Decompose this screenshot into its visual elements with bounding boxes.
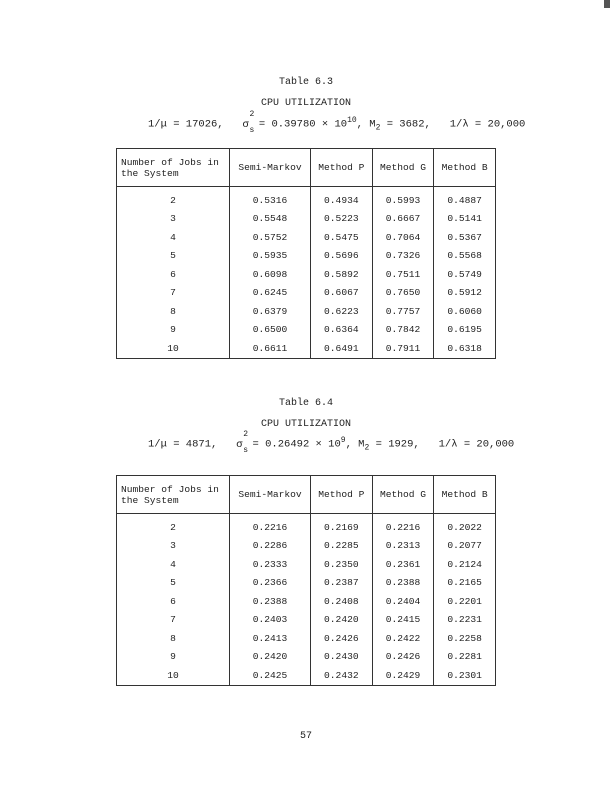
table-cell: 0.4887 xyxy=(434,187,496,210)
m-sub: 2 xyxy=(364,443,370,453)
table-cell: 0.2420 xyxy=(230,648,311,667)
table-cell: 0.6195 xyxy=(434,321,496,340)
m-value: = 1929, xyxy=(375,438,420,451)
table-cell: 0.6098 xyxy=(230,265,311,284)
table-cell: 0.6379 xyxy=(230,302,311,321)
m-label: , M xyxy=(356,118,376,131)
table-row xyxy=(117,514,496,537)
table-cell: 0.2426 xyxy=(311,629,373,648)
table-row xyxy=(117,228,496,247)
table-cell: 0.2420 xyxy=(311,611,373,630)
table-cell: 0.5749 xyxy=(434,265,496,284)
table-cell: 0.2216 xyxy=(230,514,311,537)
data-table xyxy=(116,475,496,686)
table-row xyxy=(117,284,496,303)
exponent: 10 xyxy=(347,116,357,125)
table-cell: 10 xyxy=(167,669,179,681)
table-cell: 0.7511 xyxy=(372,265,434,284)
sigma-value: = 0.26492 × 10 xyxy=(252,438,341,451)
table-cell: 0.5316 xyxy=(230,187,311,210)
table-cell: 0.2430 xyxy=(311,648,373,667)
table-cell: 0.5993 xyxy=(372,187,434,210)
lambda-param: 1/λ = 20,000 xyxy=(438,438,515,451)
table-cell: 0.2404 xyxy=(372,592,434,611)
table-cell: 0.2388 xyxy=(230,592,311,611)
column-header: Method B xyxy=(434,149,496,187)
scan-mark xyxy=(604,0,610,8)
table-cell: 0.2258 xyxy=(434,629,496,648)
table-cell: 8 xyxy=(170,632,176,644)
table-cell: 0.2366 xyxy=(230,574,311,593)
table-cell: 0.2022 xyxy=(434,514,496,537)
table-cell: 0.7064 xyxy=(372,228,434,247)
sigma-symbol: σ 2 s xyxy=(236,429,249,455)
table-cell: 0.2426 xyxy=(372,648,434,667)
table-cell: 0.2077 xyxy=(434,537,496,556)
table-cell: 0.2361 xyxy=(372,555,434,574)
table-cell: 6 xyxy=(170,595,176,607)
column-header: Semi-Markov xyxy=(230,476,311,514)
table-cell: 9 xyxy=(170,324,176,336)
table-cell: 0.2285 xyxy=(311,537,373,556)
table-row xyxy=(117,555,496,574)
table-cell: 0.7757 xyxy=(372,302,434,321)
table-row xyxy=(117,592,496,611)
table-cell: 2 xyxy=(170,194,176,206)
table-cell: 3 xyxy=(170,213,176,225)
table-cell: 0.2388 xyxy=(372,574,434,593)
table-cell: 0.2165 xyxy=(434,574,496,593)
table-cell: 0.2413 xyxy=(230,629,311,648)
table-row xyxy=(117,574,496,593)
table-cell: 0.6318 xyxy=(434,339,496,358)
column-header: Method P xyxy=(311,149,373,187)
table-cell: 0.2425 xyxy=(230,666,311,685)
table-caption: Table 6.3 xyxy=(278,77,333,88)
table-cell: 4 xyxy=(170,558,176,570)
table-cell: 6 xyxy=(170,268,176,280)
table-cell: 0.5892 xyxy=(311,265,373,284)
column-header: Method P xyxy=(311,476,373,514)
table-cell: 0.6611 xyxy=(230,339,311,358)
table-cell: 0.6667 xyxy=(372,210,434,229)
table-cell: 0.5475 xyxy=(311,228,373,247)
parameter-line xyxy=(148,109,526,135)
table-cell: 0.2301 xyxy=(434,666,496,685)
table-cell: 0.6500 xyxy=(230,321,311,340)
table-caption: Table 6.4 xyxy=(278,398,333,409)
table-cell: 0.2422 xyxy=(372,629,434,648)
table-cell: 9 xyxy=(170,651,176,663)
table-row xyxy=(117,629,496,648)
table-cell: 0.6245 xyxy=(230,284,311,303)
table-cell: 10 xyxy=(167,342,179,354)
table-row xyxy=(117,321,496,340)
table-cell: 0.2408 xyxy=(311,592,373,611)
table-cell: 0.5367 xyxy=(434,228,496,247)
table-cell: 0.6491 xyxy=(311,339,373,358)
table-row xyxy=(117,648,496,667)
column-header: Number of Jobs in the System xyxy=(117,149,230,187)
table-cell: 0.5568 xyxy=(434,247,496,266)
table-row xyxy=(117,666,496,685)
table-cell: 0.6364 xyxy=(311,321,373,340)
table-cell: 0.2231 xyxy=(434,611,496,630)
parameter-line xyxy=(148,429,515,455)
table-cell: 0.2429 xyxy=(372,666,434,685)
m-label: , M xyxy=(345,438,365,451)
table-row xyxy=(117,210,496,229)
table-cell: 0.4934 xyxy=(311,187,373,210)
table-cell: 0.2432 xyxy=(311,666,373,685)
table-title: CPU UTILIZATION xyxy=(260,98,351,109)
m-value: = 3682, xyxy=(386,118,431,131)
table-cell: 0.2333 xyxy=(230,555,311,574)
table-cell: 2 xyxy=(170,521,176,533)
table-cell: 0.7842 xyxy=(372,321,434,340)
table-row xyxy=(117,247,496,266)
column-header: Semi-Markov xyxy=(230,149,311,187)
table-cell: 0.2281 xyxy=(434,648,496,667)
table-cell: 3 xyxy=(170,540,176,552)
table-cell: 0.2169 xyxy=(311,514,373,537)
column-header: Method G xyxy=(372,476,434,514)
page-number: 57 xyxy=(299,731,312,742)
table-cell: 0.5912 xyxy=(434,284,496,303)
table-row xyxy=(117,537,496,556)
table-cell: 7 xyxy=(170,614,176,626)
table-row xyxy=(117,265,496,284)
table-cell: 0.2403 xyxy=(230,611,311,630)
exponent: 9 xyxy=(340,436,346,445)
sigma-symbol: σ 2 s xyxy=(242,109,255,135)
mu-param: 1/μ = 17026, xyxy=(148,118,224,131)
table-cell: 5 xyxy=(170,577,176,589)
m-sub: 2 xyxy=(375,123,381,133)
lambda-param: 1/λ = 20,000 xyxy=(449,118,526,131)
table-cell: 0.2350 xyxy=(311,555,373,574)
table-cell: 0.2415 xyxy=(372,611,434,630)
table-cell: 0.5141 xyxy=(434,210,496,229)
table-cell: 0.6223 xyxy=(311,302,373,321)
table-cell: 5 xyxy=(170,250,176,262)
sigma-value: = 0.39780 × 10 xyxy=(258,118,348,131)
table-cell: 0.7911 xyxy=(372,339,434,358)
table-cell: 0.6067 xyxy=(311,284,373,303)
column-header: Number of Jobs in the System xyxy=(117,476,230,514)
table-cell: 0.5752 xyxy=(230,228,311,247)
table-cell: 0.2216 xyxy=(372,514,434,537)
column-header: Method B xyxy=(434,476,496,514)
table-row xyxy=(117,339,496,358)
table-cell: 0.7650 xyxy=(372,284,434,303)
table-cell: 8 xyxy=(170,305,176,317)
table-cell: 0.5696 xyxy=(311,247,373,266)
table-cell: 4 xyxy=(170,231,176,243)
table-title: CPU UTILIZATION xyxy=(260,419,351,430)
data-table xyxy=(116,148,496,359)
table-row xyxy=(117,302,496,321)
column-header: Method G xyxy=(372,149,434,187)
table-cell: 0.7326 xyxy=(372,247,434,266)
mu-param: 1/μ = 4871, xyxy=(148,438,218,451)
table-cell: 7 xyxy=(170,287,176,299)
table-cell: 0.5935 xyxy=(230,247,311,266)
table-row xyxy=(117,187,496,210)
table-row xyxy=(117,611,496,630)
table-cell: 0.2387 xyxy=(311,574,373,593)
table-cell: 0.2124 xyxy=(434,555,496,574)
table-cell: 0.6060 xyxy=(434,302,496,321)
table-cell: 0.2286 xyxy=(230,537,311,556)
table-cell: 0.2201 xyxy=(434,592,496,611)
table-cell: 0.2313 xyxy=(372,537,434,556)
table-cell: 0.5548 xyxy=(230,210,311,229)
table-cell: 0.5223 xyxy=(311,210,373,229)
